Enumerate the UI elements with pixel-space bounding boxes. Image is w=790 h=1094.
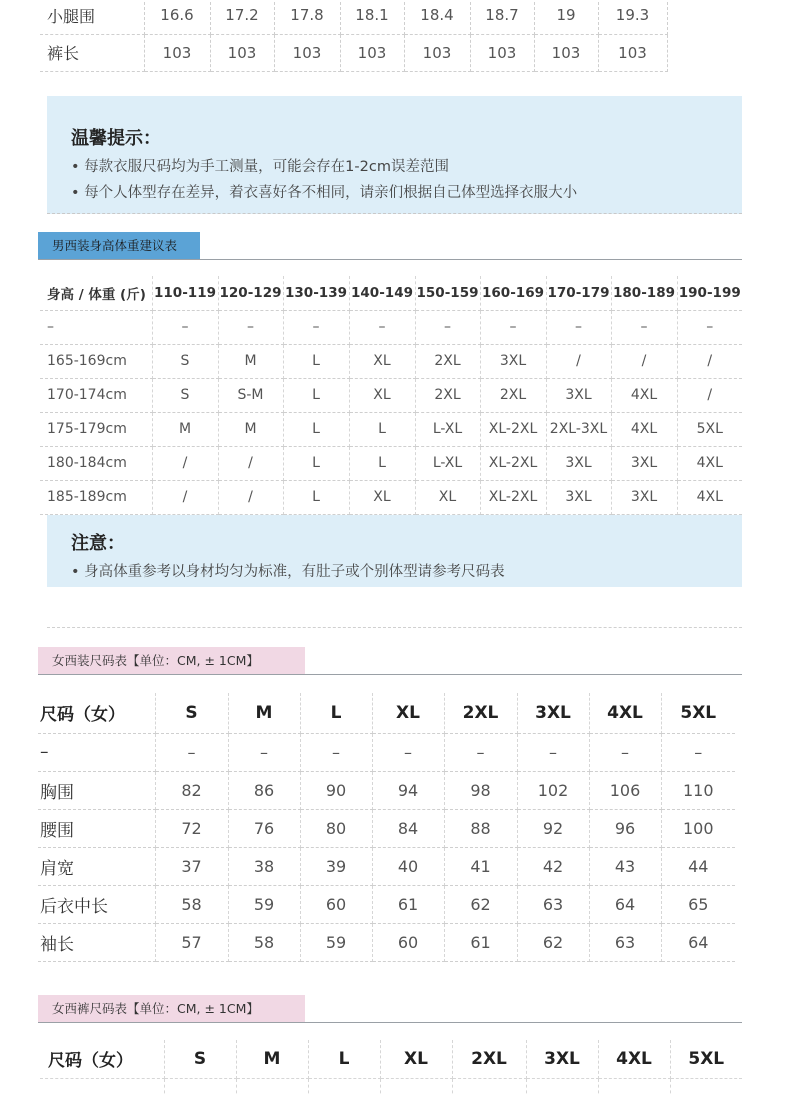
table-cell <box>452 1078 526 1094</box>
table-cell: 2XL <box>415 344 480 378</box>
row-label: 袖长 <box>38 923 155 961</box>
table-row <box>40 1078 742 1094</box>
table-cell: L-XL <box>415 446 480 480</box>
table-cell: 103 <box>340 34 404 71</box>
women-pants-section-label: 女西裤尺码表【单位：CM, ± 1CM】 <box>38 995 305 1022</box>
table-cell: XL-2XL <box>480 412 546 446</box>
men-suit-section-header <box>38 232 742 260</box>
table-cell: S <box>152 344 218 378</box>
table-cell: 72 <box>155 809 228 847</box>
table-cell: 2XL <box>480 378 546 412</box>
notice-box <box>47 515 742 587</box>
table-cell: 64 <box>589 885 661 923</box>
table-cell: 59 <box>300 923 372 961</box>
table-cell: 39 <box>300 847 372 885</box>
table-cell: 63 <box>589 923 661 961</box>
table-cell: 76 <box>228 809 300 847</box>
table-row <box>38 733 735 771</box>
row-label: 180-184cm <box>40 446 152 480</box>
table-cell: 88 <box>444 809 517 847</box>
table-cell: M <box>152 412 218 446</box>
table-cell: 60 <box>300 885 372 923</box>
table-row <box>40 446 742 480</box>
table-cell: L <box>349 446 415 480</box>
table-cell: – <box>677 310 742 344</box>
table-cell: – <box>661 733 735 771</box>
table-cell <box>598 1078 670 1094</box>
row-label: 肩宽 <box>38 847 155 885</box>
table-cell: 37 <box>155 847 228 885</box>
table-cell: – <box>546 310 611 344</box>
women-pants-size-table <box>40 1040 742 1094</box>
header-cell: M <box>236 1040 308 1078</box>
table-cell: 103 <box>470 34 534 71</box>
header-cell: 身高 / 体重 (斤) <box>40 276 152 310</box>
table-cell: 96 <box>589 809 661 847</box>
table-cell: 58 <box>228 923 300 961</box>
row-label: – <box>38 733 155 771</box>
header-cell: 5XL <box>661 693 735 733</box>
table-cell: L <box>283 344 349 378</box>
header-cell: 尺码（女） <box>40 1040 164 1078</box>
header-cell: L <box>308 1040 380 1078</box>
warm-tip-line: • 每款衣服尺码均为手工测量，可能会存在1-2cm误差范围 <box>71 159 449 175</box>
table-row <box>40 480 742 514</box>
table-header-row <box>40 1040 742 1078</box>
table-cell: / <box>677 378 742 412</box>
header-cell: 180-189 <box>611 276 677 310</box>
table-cell <box>526 1078 598 1094</box>
row-label: 170-174cm <box>40 378 152 412</box>
header-cell: XL <box>372 693 444 733</box>
table-cell: – <box>218 310 283 344</box>
table-cell: M <box>218 344 283 378</box>
table-row <box>38 923 735 961</box>
header-cell: 190-199 <box>677 276 742 310</box>
table-cell: 57 <box>155 923 228 961</box>
table-cell: 43 <box>589 847 661 885</box>
table-cell: 84 <box>372 809 444 847</box>
table-cell: 17.8 <box>274 0 340 34</box>
row-label: 腰围 <box>38 809 155 847</box>
table-cell: 58 <box>155 885 228 923</box>
table-cell: 62 <box>517 923 589 961</box>
table-row <box>40 378 742 412</box>
table-cell: – <box>372 733 444 771</box>
header-cell: 130-139 <box>283 276 349 310</box>
table-cell: / <box>218 446 283 480</box>
table-cell: 103 <box>598 34 667 71</box>
header-cell: 2XL <box>452 1040 526 1078</box>
table-cell: 4XL <box>611 412 677 446</box>
calf-pants-size-table <box>40 0 668 72</box>
table-cell: 16.6 <box>144 0 210 34</box>
table-row <box>40 0 667 34</box>
table-cell: – <box>611 310 677 344</box>
warm-tip-line: • 每个人体型存在差异，着衣喜好各不相同，请亲们根据自己体型选择衣服大小 <box>71 185 578 201</box>
table-cell: 40 <box>372 847 444 885</box>
table-cell: 61 <box>444 923 517 961</box>
women-suit-section-header <box>38 647 742 675</box>
table-cell <box>308 1078 380 1094</box>
table-cell: / <box>218 480 283 514</box>
table-cell: 3XL <box>546 446 611 480</box>
header-cell: 110-119 <box>152 276 218 310</box>
header-cell: 160-169 <box>480 276 546 310</box>
table-cell: XL-2XL <box>480 446 546 480</box>
women-suit-size-table <box>38 693 735 962</box>
header-cell: L <box>300 693 372 733</box>
table-cell: 62 <box>444 885 517 923</box>
table-cell: 19 <box>534 0 598 34</box>
table-cell: 92 <box>517 809 589 847</box>
table-cell: L <box>283 412 349 446</box>
table-cell: 82 <box>155 771 228 809</box>
warm-tip-box <box>47 96 742 214</box>
table-cell: 42 <box>517 847 589 885</box>
table-cell: XL-2XL <box>480 480 546 514</box>
table-cell <box>670 1078 742 1094</box>
table-cell: – <box>228 733 300 771</box>
table-cell: 98 <box>444 771 517 809</box>
table-cell: 103 <box>534 34 598 71</box>
table-cell: / <box>611 344 677 378</box>
header-cell: S <box>164 1040 236 1078</box>
table-cell: 103 <box>210 34 274 71</box>
table-row <box>40 34 667 71</box>
row-label: 裤长 <box>40 34 144 71</box>
table-cell: 2XL-3XL <box>546 412 611 446</box>
table-cell: XL <box>349 344 415 378</box>
header-cell: 140-149 <box>349 276 415 310</box>
table-cell: 106 <box>589 771 661 809</box>
header-cell: S <box>155 693 228 733</box>
table-cell: 5XL <box>677 412 742 446</box>
table-cell: – <box>155 733 228 771</box>
men-suit-section-label: 男西装身高体重建议表 <box>38 232 200 259</box>
divider <box>47 627 742 628</box>
header-cell: 120-129 <box>218 276 283 310</box>
table-cell: 3XL <box>546 378 611 412</box>
row-label: 165-169cm <box>40 344 152 378</box>
table-row <box>40 310 742 344</box>
table-cell: 4XL <box>677 480 742 514</box>
table-cell: 44 <box>661 847 735 885</box>
table-row <box>40 412 742 446</box>
table-row <box>38 771 735 809</box>
table-cell: 65 <box>661 885 735 923</box>
table-cell <box>236 1078 308 1094</box>
table-cell: 17.2 <box>210 0 274 34</box>
table-cell: 110 <box>661 771 735 809</box>
table-cell: 4XL <box>677 446 742 480</box>
table-cell: XL <box>415 480 480 514</box>
table-cell: 100 <box>661 809 735 847</box>
table-cell: 18.1 <box>340 0 404 34</box>
table-cell: 86 <box>228 771 300 809</box>
table-cell: S-M <box>218 378 283 412</box>
row-label: 后衣中长 <box>38 885 155 923</box>
table-cell: 3XL <box>611 446 677 480</box>
header-cell: 5XL <box>670 1040 742 1078</box>
women-suit-section-label: 女西装尺码表【单位：CM, ± 1CM】 <box>38 647 305 674</box>
table-cell: L <box>349 412 415 446</box>
row-label: – <box>40 310 152 344</box>
table-cell: – <box>300 733 372 771</box>
table-cell: L <box>283 378 349 412</box>
table-cell: 102 <box>517 771 589 809</box>
table-cell: / <box>152 446 218 480</box>
header-cell: 4XL <box>598 1040 670 1078</box>
table-cell: 90 <box>300 771 372 809</box>
header-cell: XL <box>380 1040 452 1078</box>
table-cell: 2XL <box>415 378 480 412</box>
table-cell: 64 <box>661 923 735 961</box>
table-cell: XL <box>349 378 415 412</box>
table-cell: L-XL <box>415 412 480 446</box>
men-height-weight-table <box>40 276 742 515</box>
table-cell: 103 <box>404 34 470 71</box>
table-cell: XL <box>349 480 415 514</box>
table-cell: / <box>546 344 611 378</box>
table-cell: 94 <box>372 771 444 809</box>
row-label: 小腿围 <box>40 0 144 34</box>
table-cell: 103 <box>274 34 340 71</box>
table-cell: 4XL <box>611 378 677 412</box>
table-row <box>38 847 735 885</box>
header-cell: 尺码（女） <box>38 693 155 733</box>
table-cell <box>164 1078 236 1094</box>
table-cell: – <box>589 733 661 771</box>
table-row <box>38 885 735 923</box>
table-cell: 103 <box>144 34 210 71</box>
header-cell: 3XL <box>526 1040 598 1078</box>
table-cell: / <box>152 480 218 514</box>
table-cell: 41 <box>444 847 517 885</box>
table-cell: 80 <box>300 809 372 847</box>
notice-line: • 身高体重参考以身材均匀为标准，有肚子或个别体型请参考尺码表 <box>71 564 505 580</box>
header-cell: 3XL <box>517 693 589 733</box>
header-cell: 2XL <box>444 693 517 733</box>
table-cell: 3XL <box>480 344 546 378</box>
women-pants-section-header <box>38 995 742 1023</box>
table-row <box>38 809 735 847</box>
table-cell: 19.3 <box>598 0 667 34</box>
table-cell: – <box>415 310 480 344</box>
table-cell: 18.7 <box>470 0 534 34</box>
warm-tip-title: 温馨提示： <box>71 128 161 149</box>
table-cell: – <box>283 310 349 344</box>
row-label: 胸围 <box>38 771 155 809</box>
table-header-row <box>40 276 742 310</box>
table-cell <box>40 1078 164 1094</box>
header-cell: 170-179 <box>546 276 611 310</box>
table-cell: – <box>517 733 589 771</box>
table-cell: 60 <box>372 923 444 961</box>
table-cell: – <box>349 310 415 344</box>
table-cell: – <box>444 733 517 771</box>
table-cell: L <box>283 480 349 514</box>
table-cell: M <box>218 412 283 446</box>
notice-title: 注意： <box>71 533 125 554</box>
header-cell: M <box>228 693 300 733</box>
table-cell: S <box>152 378 218 412</box>
table-cell: 59 <box>228 885 300 923</box>
table-cell: 3XL <box>546 480 611 514</box>
table-cell: / <box>677 344 742 378</box>
table-cell: 38 <box>228 847 300 885</box>
table-cell: 3XL <box>611 480 677 514</box>
table-row <box>40 344 742 378</box>
table-cell: 63 <box>517 885 589 923</box>
row-label: 175-179cm <box>40 412 152 446</box>
header-cell: 150-159 <box>415 276 480 310</box>
table-cell <box>380 1078 452 1094</box>
header-cell: 4XL <box>589 693 661 733</box>
table-cell: – <box>152 310 218 344</box>
table-cell: 61 <box>372 885 444 923</box>
table-cell: – <box>480 310 546 344</box>
table-cell: L <box>283 446 349 480</box>
table-header-row <box>38 693 735 733</box>
row-label: 185-189cm <box>40 480 152 514</box>
table-cell: 18.4 <box>404 0 470 34</box>
